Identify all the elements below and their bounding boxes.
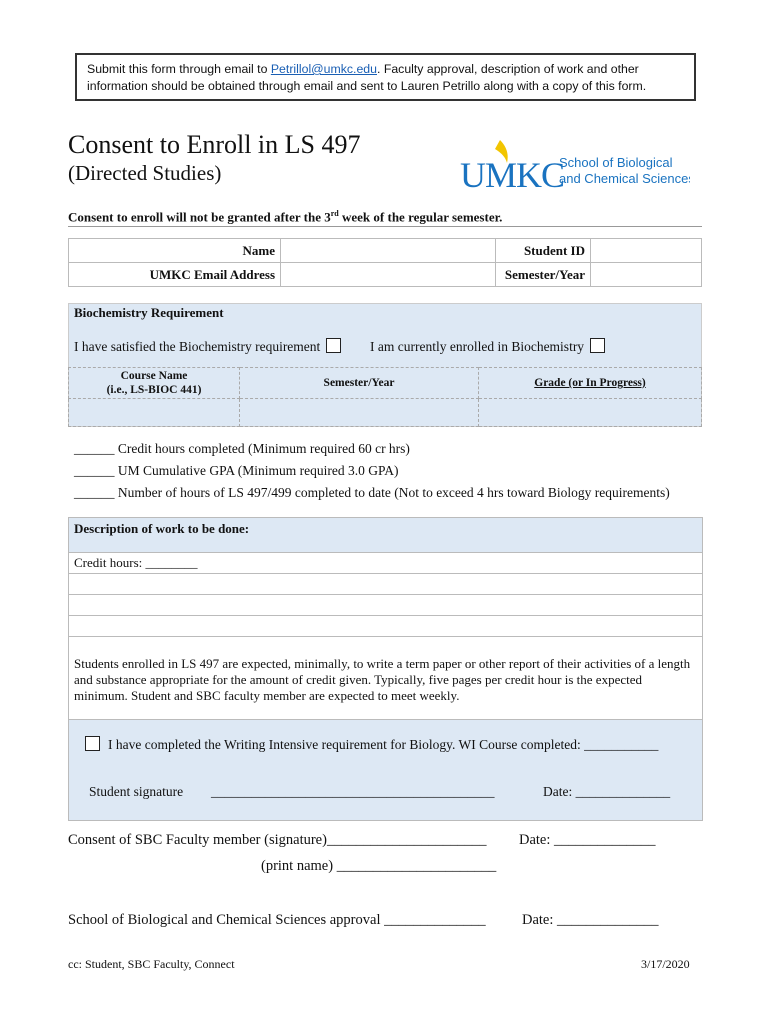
faculty-date[interactable]: Date: ______________: [519, 832, 656, 848]
biochem-satisfied: I have satisfied the Biochemistry requirement: [74, 338, 341, 355]
umkc-logo: [455, 135, 690, 195]
deadline-warning: Consent to enroll will not be granted after the 3rd week of the regular semester.: [68, 209, 503, 225]
faculty-print-name[interactable]: (print name) ______________________: [261, 858, 497, 874]
credit-hours-field[interactable]: Credit hours: ________: [69, 553, 703, 574]
col-course-name: Course Name (i.e., LS-BIOC 441): [69, 368, 240, 399]
gpa-line[interactable]: ______ UM Cumulative GPA (Minimum required 3.0 GPA): [74, 463, 399, 478]
svg-text:School of Biological: School of Biological: [559, 155, 673, 170]
wi-checkbox[interactable]: [85, 736, 100, 751]
name-label: Name: [69, 239, 281, 263]
wi-requirement: I have completed the Writing Intensive requirement for Biology. WI Course completed: ___________: [85, 736, 658, 753]
submission-notice: Submit this form through email to Petrillol@umkc.edu. Faculty approval, description of work and other information should be obtained through email and sent to Lauren Petrillo along with a copy of this form.: [75, 53, 696, 101]
enrolled-checkbox[interactable]: [590, 338, 605, 353]
approval-date[interactable]: Date: ______________: [522, 912, 659, 928]
school-approval[interactable]: School of Biological and Chemical Sciences approval ______________: [68, 912, 486, 928]
grade-field[interactable]: [479, 399, 702, 427]
course-semester-field[interactable]: [240, 399, 479, 427]
credit-hours-line[interactable]: ______ Credit hours completed (Minimum required 60 cr hrs): [74, 441, 410, 456]
description-line[interactable]: [69, 574, 703, 595]
description-table: [68, 517, 703, 821]
description-line[interactable]: [69, 595, 703, 616]
signature-section: [69, 720, 703, 821]
description-line[interactable]: [69, 616, 703, 637]
col-grade: Grade (or In Progress): [479, 368, 702, 399]
biochem-title: Biochemistry Requirement: [74, 305, 224, 320]
ls497-hours-line[interactable]: ______ Number of hours of LS 497/499 completed to date (Not to exceed 4 hrs toward Biology requirements): [74, 485, 670, 500]
description-header: Description of work to be done:: [69, 518, 703, 553]
email-field[interactable]: [281, 263, 496, 287]
course-name-field[interactable]: [69, 399, 240, 427]
biochem-course-table: [68, 367, 702, 427]
svg-text:and Chemical Sciences: and Chemical Sciences: [559, 171, 690, 186]
divider: [68, 226, 702, 227]
footer-cc: cc: Student, SBC Faculty, Connect: [68, 957, 235, 971]
col-semester: Semester/Year: [240, 368, 479, 399]
semester-field[interactable]: [591, 263, 702, 287]
student-info-table: [68, 238, 702, 287]
email-label: UMKC Email Address: [69, 263, 281, 287]
footer-date: 3/17/2020: [641, 957, 690, 971]
email-link[interactable]: Petrillol@umkc.edu: [270, 62, 377, 76]
student-id-field[interactable]: [591, 239, 702, 263]
student-date[interactable]: Date: ______________: [543, 784, 671, 799]
page-title: Consent to Enroll in LS 497: [68, 130, 361, 159]
svg-text:UMKC: UMKC: [460, 155, 565, 195]
student-id-label: Student ID: [496, 239, 591, 263]
student-signature-label: Student signature: [89, 784, 184, 799]
expectations-paragraph: Students enrolled in LS 497 are expected, minimally, to write a term paper or other report of their activities of a length and substance appropriate for the amount of credit given. Typically, five pages per credit hour is the expected minimum. Student and SBC faculty member are expected to meet weekly.: [69, 637, 703, 720]
name-field[interactable]: [281, 239, 496, 263]
biochem-enrolled: I am currently enrolled in Biochemistry: [370, 338, 605, 355]
faculty-signature[interactable]: Consent of SBC Faculty member (signature)______________________: [68, 832, 487, 848]
page-subtitle: (Directed Studies): [68, 161, 222, 185]
semester-label: Semester/Year: [496, 263, 591, 287]
student-signature-line[interactable]: __________________________________________: [211, 784, 495, 799]
satisfied-checkbox[interactable]: [326, 338, 341, 353]
